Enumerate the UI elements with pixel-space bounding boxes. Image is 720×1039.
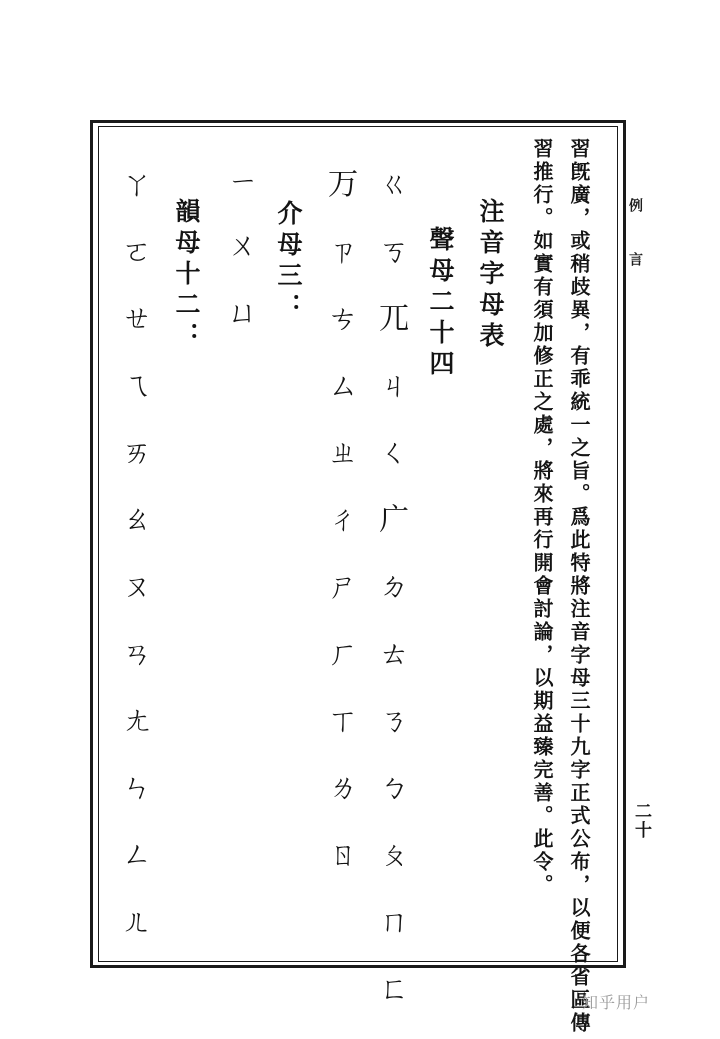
page-number: 二十 (631, 802, 651, 840)
initials-column-1: ㄍㄎㄫㄐㄑㄬㄉㄊㄋㄅㄆㄇㄈ (373, 168, 408, 1039)
table-title: 注音字母表 (476, 198, 505, 353)
notice-line-1: 習旣廣，或稍歧異，有乖統一之旨。爲此特將注音字母三十九字正式公布，以便各省區傳 (567, 138, 591, 1035)
initials-heading: 聲母二十四 (426, 226, 455, 381)
initials-column-2: ㄪㄗㄘㄙㄓㄔㄕㄏㄒㄌㄖ (322, 168, 357, 905)
medials-column: ㄧㄨㄩ (222, 168, 257, 363)
finals-column: ㄚㄛㄝㄟㄞㄠㄡㄢㄤㄣㄥㄦ (116, 168, 151, 972)
medials-heading: 介母三： (274, 200, 303, 324)
watermark: 知乎用户 (582, 993, 651, 1012)
notice-line-2: 習推行。如實有須加修正之處，將來再行開會討論，以期益臻完善。此令。 (530, 138, 554, 897)
running-header: 例言 (627, 198, 643, 306)
finals-heading: 韻母十二： (172, 198, 201, 353)
